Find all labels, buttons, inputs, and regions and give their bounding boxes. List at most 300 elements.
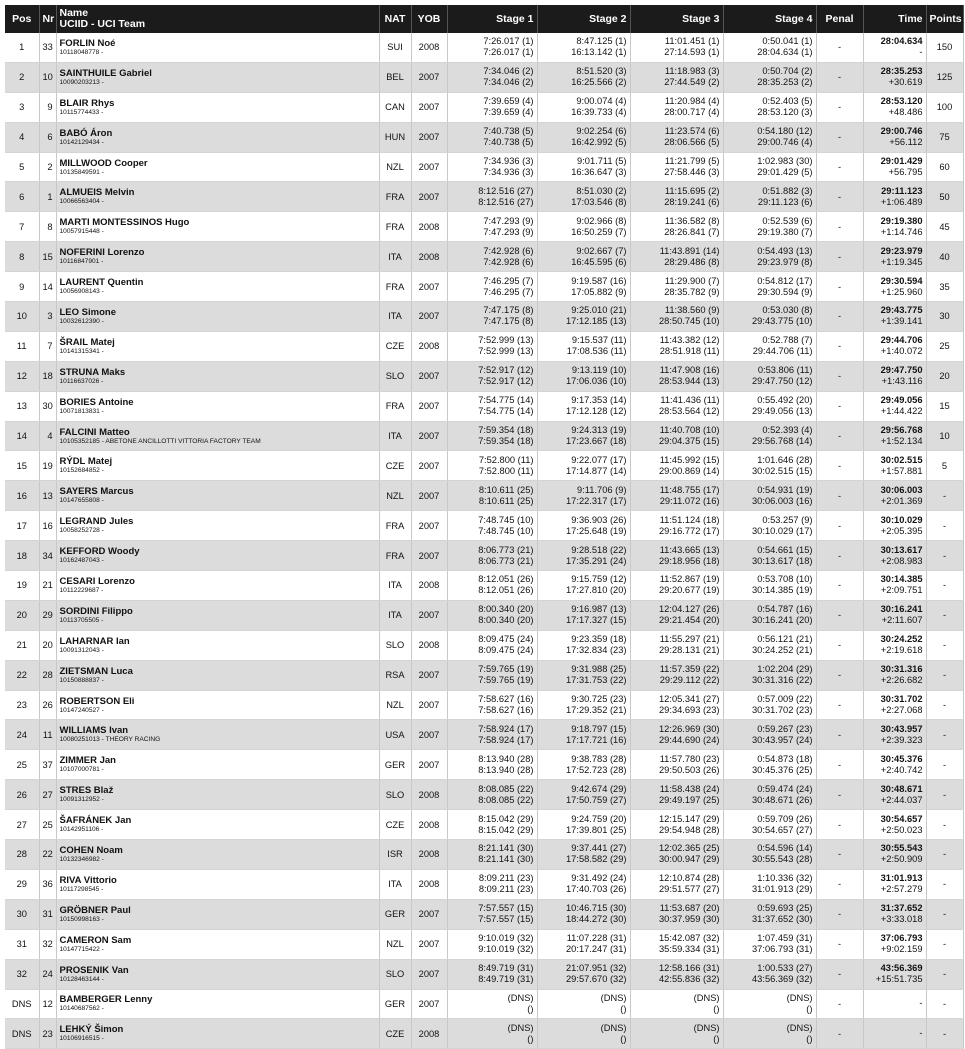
total-time: 30:45.376: [880, 753, 923, 764]
stage3-cell: [630, 959, 723, 989]
pos-cell: 23: [5, 690, 39, 720]
stage3-cell: [630, 989, 723, 1019]
rider-name: LEGRAND Jules: [59, 516, 134, 528]
stage2-time: 11:07.228 (31): [566, 933, 627, 944]
nr-cell: 28: [39, 660, 56, 690]
time-cell: [863, 780, 926, 810]
stage3-cumulative: 29:28.131 (21): [659, 645, 720, 656]
penal-cell: -: [816, 690, 863, 720]
stage4-cell: [723, 272, 816, 302]
yob-cell: 2007: [411, 899, 447, 929]
rider-cell: [56, 481, 379, 511]
stage1-cumulative: 7:52.800 (11): [478, 465, 534, 476]
stage3-time: 12:10.874 (28): [659, 873, 720, 884]
stage2-time: 9:15.537 (11): [571, 335, 627, 346]
table-row: [5, 541, 963, 571]
stage3-cumulative: 29:11.072 (16): [659, 495, 720, 506]
yob-cell: 2007: [411, 391, 447, 421]
rider-name: KEFFORD Woody: [59, 546, 140, 558]
stage4-cumulative: 28:35.253 (2): [757, 77, 813, 88]
stage3-time: 11:01.451 (1): [664, 36, 720, 47]
stage4-cumulative: 43:56.369 (32): [752, 974, 813, 985]
stage4-cumulative: 30:13.617 (18): [752, 555, 813, 566]
stage1-cell: [447, 451, 537, 481]
total-time: 30:10.029: [880, 514, 923, 525]
rider-cell: [56, 242, 379, 272]
time-cell: [863, 869, 926, 899]
time-cell: [863, 541, 926, 571]
time-cell: [863, 511, 926, 541]
stage3-cumulative: 29:29.112 (22): [659, 675, 720, 686]
stage4-time: 0:52.788 (7): [762, 335, 813, 346]
stage1-cell: [447, 660, 537, 690]
stage3-cell: [630, 541, 723, 571]
rider-uciid: 10152684852 -: [59, 467, 104, 475]
stage1-cumulative: 8:12.516 (27): [478, 196, 534, 207]
stage3-cumulative: 29:50.503 (26): [659, 764, 720, 775]
stage4-cell: [723, 33, 816, 62]
time-cell: [863, 989, 926, 1019]
stage2-time: 8:47.125 (1): [576, 36, 627, 47]
stage2-cell: [537, 272, 630, 302]
stage2-time: (DNS): [600, 992, 627, 1003]
stage3-cumulative: 28:26.841 (7): [664, 226, 720, 237]
stage3-time: 12:02.365 (25): [659, 843, 720, 854]
penal-cell: -: [816, 62, 863, 92]
stage3-time: 11:40.708 (10): [659, 425, 720, 436]
nat-cell: ITA: [379, 869, 411, 899]
stage2-cell: [537, 182, 630, 212]
time-gap: +2:44.037: [880, 794, 923, 805]
points-cell: -: [926, 630, 963, 660]
rider-cell: [56, 541, 379, 571]
points-cell: 15: [926, 391, 963, 421]
rider-uciid: 10115774433 -: [59, 108, 104, 116]
time-gap: +2:50.023: [880, 824, 923, 835]
stage2-time: 9:36.903 (26): [571, 514, 627, 525]
stage2-cell: [537, 541, 630, 571]
stage1-cell: [447, 720, 537, 750]
stage2-time: 9:23.359 (18): [571, 634, 627, 645]
stage1-cell: [447, 899, 537, 929]
total-time: 30:14.385: [880, 574, 923, 585]
points-cell: 30: [926, 302, 963, 332]
stage2-cell: [537, 481, 630, 511]
stage1-cumulative: 7:26.017 (1): [483, 47, 534, 58]
stage1-cumulative: 7:54.775 (14): [478, 406, 534, 417]
rider-cell: [56, 959, 379, 989]
nr-cell: 12: [39, 989, 56, 1019]
total-time: 29:01.429: [880, 156, 923, 166]
rider-uciid: 10106916515 -: [59, 1035, 104, 1043]
yob-cell: 2007: [411, 720, 447, 750]
time-cell: [863, 152, 926, 182]
points-cell: -: [926, 720, 963, 750]
stage3-cell: [630, 810, 723, 840]
stage2-time: (DNS): [600, 1022, 627, 1033]
stage4-time: 0:50.041 (1): [762, 36, 813, 47]
yob-cell: 2008: [411, 780, 447, 810]
penal-cell: -: [816, 182, 863, 212]
nr-cell: 1: [39, 182, 56, 212]
stage2-cumulative: 17:12.128 (12): [566, 406, 627, 417]
points-cell: 40: [926, 242, 963, 272]
nr-cell: 26: [39, 690, 56, 720]
nr-cell: 34: [39, 541, 56, 571]
stage4-cumulative: 29:00.746 (4): [757, 137, 813, 148]
rider-name: SAYERS Marcus: [59, 486, 134, 498]
time-gap: +15:51.735: [875, 974, 923, 985]
stage4-cell: [723, 511, 816, 541]
stage4-cumulative: (): [806, 1003, 813, 1014]
time-gap: +2:26.682: [880, 675, 923, 686]
stage1-cumulative: (): [527, 1003, 534, 1014]
points-cell: 125: [926, 62, 963, 92]
pos-cell: 28: [5, 840, 39, 870]
time-gap: +2:40.742: [880, 764, 923, 775]
stage1-time: 7:58.924 (17): [478, 723, 534, 734]
stage3-time: 12:05.341 (27): [659, 694, 720, 705]
stage1-time: 8:49.719 (31): [478, 963, 534, 974]
stage1-cell: [447, 840, 537, 870]
stage2-time: 9:38.783 (28): [571, 753, 627, 764]
time-gap: +2:50.909: [880, 854, 923, 865]
stage1-time: 8:06.773 (21): [478, 544, 534, 555]
rider-uciid: 10107000781 -: [59, 766, 104, 774]
points-cell: 50: [926, 182, 963, 212]
total-time: 30:54.657: [880, 813, 923, 824]
time-cell: [863, 929, 926, 959]
time-gap: +2:01.369: [880, 495, 923, 506]
points-cell: 45: [926, 212, 963, 242]
stage1-cumulative: 7:59.354 (18): [478, 436, 534, 447]
penal-cell: -: [816, 361, 863, 391]
nr-cell: 30: [39, 391, 56, 421]
stage1-cumulative: 8:00.340 (20): [478, 615, 534, 626]
stage1-cumulative: 7:46.295 (7): [483, 286, 534, 297]
nr-cell: 7: [39, 331, 56, 361]
time-cell: [863, 421, 926, 451]
stage2-cell: [537, 1019, 630, 1049]
stage2-time: 9:11.706 (9): [577, 484, 627, 495]
table-row: [5, 391, 963, 421]
pos-cell: 2: [5, 62, 39, 92]
rider-name: ŠRAIL Matej: [59, 336, 115, 348]
time-cell: [863, 630, 926, 660]
stage2-cumulative: 17:29.352 (21): [566, 705, 627, 716]
stage2-cell: [537, 92, 630, 122]
stage1-time: 8:00.340 (20): [478, 604, 534, 615]
stage1-cumulative: 7:34.046 (2): [483, 77, 534, 88]
stage2-time: 9:02.667 (7): [576, 245, 627, 256]
pos-cell: 15: [5, 451, 39, 481]
total-time: 29:49.056: [880, 395, 923, 406]
stage2-cell: [537, 899, 630, 929]
pos-cell: 11: [5, 331, 39, 361]
table-row: [5, 451, 963, 481]
stage2-cumulative: 16:25.566 (2): [571, 77, 627, 88]
stage4-cell: [723, 481, 816, 511]
stage1-cumulative: 8:09.475 (24): [478, 645, 534, 656]
stage1-cell: [447, 929, 537, 959]
stage4-time: 1:01.646 (28): [757, 454, 813, 465]
penal-cell: -: [816, 780, 863, 810]
yob-cell: 2007: [411, 511, 447, 541]
time-gap: +2:39.323: [880, 734, 923, 745]
rider-cell: [56, 660, 379, 690]
time-gap: +2:19.618: [880, 645, 923, 656]
rider-name: CAMERON Sam: [59, 934, 132, 946]
stage1-cumulative: 8:08.085 (22): [478, 794, 534, 805]
penal-cell: -: [816, 600, 863, 630]
nat-cell: CZE: [379, 810, 411, 840]
rider-uciid: 10147655808 -: [59, 497, 104, 505]
table-row: [5, 92, 963, 122]
stage1-time: 7:59.354 (18): [478, 425, 534, 436]
stage1-cell: [447, 152, 537, 182]
stage3-cell: [630, 33, 723, 62]
stage3-cell: [630, 660, 723, 690]
yob-cell: 2007: [411, 302, 447, 332]
time-gap: +2:57.279: [880, 884, 923, 895]
pos-cell: DNS: [5, 989, 39, 1019]
stage2-cumulative: 17:08.536 (11): [566, 346, 627, 357]
stage2-time: 9:02.254 (6): [576, 126, 627, 137]
rider-cell: [56, 840, 379, 870]
stage3-time: 11:21.799 (5): [664, 156, 720, 166]
nr-cell: 37: [39, 750, 56, 780]
pos-cell: 4: [5, 122, 39, 152]
rider-uciid: 10057915448 -: [59, 228, 104, 236]
stage1-cumulative: 7:58.627 (16): [478, 705, 534, 716]
rider-name: ŠAFRÁNEK Jan: [59, 815, 132, 827]
time-gap: -: [919, 47, 923, 58]
nr-cell: 11: [39, 720, 56, 750]
stage1-cell: [447, 750, 537, 780]
stage1-cumulative: 8:06.773 (21): [478, 555, 534, 566]
stage2-cell: [537, 929, 630, 959]
nr-cell: 32: [39, 929, 56, 959]
rider-cell: [56, 122, 379, 152]
penal-cell: -: [816, 511, 863, 541]
stage2-time: 9:24.313 (19): [571, 425, 627, 436]
stage1-cell: [447, 242, 537, 272]
stage2-time: 9:00.074 (4): [576, 96, 627, 107]
stage4-time: 0:59.709 (26): [757, 813, 813, 824]
stage3-time: 11:41.436 (11): [660, 395, 720, 406]
rider-uciid: 10058252728 -: [59, 527, 104, 535]
nat-cell: NZL: [379, 929, 411, 959]
stage4-time: (DNS): [786, 1022, 813, 1033]
stage4-cumulative: 30:02.515 (15): [752, 465, 813, 476]
time-gap: -: [919, 998, 923, 1009]
nr-cell: 2: [39, 152, 56, 182]
rider-uciid: 10135849591 -: [59, 168, 104, 176]
penal-cell: -: [816, 899, 863, 929]
stage1-cumulative: 7:34.936 (3): [483, 167, 534, 177]
rider-name: STRES Blaž: [59, 785, 114, 797]
stage3-time: 15:42.087 (32): [659, 933, 720, 944]
nat-cell: SUI: [379, 33, 411, 62]
stage2-time: 9:31.492 (24): [571, 873, 627, 884]
stage4-cumulative: 30:31.702 (23): [752, 705, 813, 716]
nr-cell: 3: [39, 302, 56, 332]
rider-uciid: 10142129434 -: [59, 138, 104, 146]
yob-cell: 2007: [411, 182, 447, 212]
stage3-cumulative: 42:55.836 (32): [659, 974, 720, 985]
pos-cell: 29: [5, 869, 39, 899]
time-gap: +2:27.068: [880, 705, 923, 716]
yob-cell: 2007: [411, 451, 447, 481]
nr-cell: 15: [39, 242, 56, 272]
penal-cell: -: [816, 481, 863, 511]
table-row: [5, 302, 963, 332]
nat-cell: CZE: [379, 451, 411, 481]
time-gap: +2:05.395: [880, 525, 923, 536]
time-gap: +1:40.072: [880, 346, 923, 357]
table-row: [5, 600, 963, 630]
total-time: 30:31.702: [880, 694, 923, 705]
time-gap: +56.112: [889, 137, 923, 148]
stage4-cumulative: (): [806, 1033, 813, 1044]
time-cell: [863, 361, 926, 391]
stage4-cumulative: 31:37.652 (30): [752, 914, 813, 925]
total-time: 29:19.380: [880, 215, 923, 226]
stage3-time: 11:43.891 (14): [659, 245, 720, 256]
stage1-cumulative: 7:42.928 (6): [483, 256, 534, 267]
nat-cell: NZL: [379, 481, 411, 511]
rider-name: NOFERINI Lorenzo: [59, 247, 145, 259]
rider-cell: [56, 212, 379, 242]
yob-cell: 2007: [411, 989, 447, 1019]
table-row: [5, 959, 963, 989]
col-penal: Penal: [816, 5, 863, 33]
time-cell: [863, 481, 926, 511]
stage4-cumulative: 28:04.634 (1): [757, 47, 813, 58]
table-row: [5, 929, 963, 959]
stage2-cell: [537, 62, 630, 92]
rider-uciid: 10141315341 -: [59, 347, 104, 355]
pos-cell: 7: [5, 212, 39, 242]
stage1-cell: [447, 571, 537, 601]
points-cell: -: [926, 869, 963, 899]
time-gap: +1:44.422: [880, 406, 923, 417]
stage2-time: 9:02.966 (8): [576, 215, 627, 226]
rider-cell: [56, 451, 379, 481]
rider-name: BAMBERGER Lenny: [59, 994, 153, 1006]
stage2-cell: [537, 331, 630, 361]
rider-name: LEO Simone: [59, 306, 116, 318]
col-stage4: Stage 4: [723, 5, 816, 33]
rider-uciid: 10116847901 -: [59, 258, 104, 266]
stage1-cell: [447, 361, 537, 391]
stage3-cell: [630, 212, 723, 242]
stage3-time: 11:15.695 (2): [664, 185, 720, 196]
total-time: 30:24.252: [880, 634, 923, 645]
stage2-cumulative: 17:03.546 (8): [571, 196, 627, 207]
stage4-cell: [723, 690, 816, 720]
rider-name: RIVA Vittorio: [59, 874, 117, 886]
col-time: Time: [863, 5, 926, 33]
rider-name: ZIETSMAN Luca: [59, 665, 133, 677]
stage3-cell: [630, 511, 723, 541]
rider-cell: [56, 331, 379, 361]
rider-uciid: 10142951106 -: [59, 826, 104, 834]
nat-cell: ITA: [379, 600, 411, 630]
nat-cell: CAN: [379, 92, 411, 122]
time-cell: [863, 720, 926, 750]
stage2-cell: [537, 122, 630, 152]
rider-uciid: 10140687562 -: [59, 1005, 104, 1013]
rider-uciid: 10112229687 -: [59, 586, 104, 594]
stage4-cumulative: 29:47.750 (12): [752, 376, 813, 387]
stage2-cumulative: 17:17.327 (15): [566, 615, 627, 626]
col-yob: YOB: [411, 5, 447, 33]
points-cell: -: [926, 929, 963, 959]
time-cell: [863, 959, 926, 989]
time-cell: [863, 62, 926, 92]
total-time: 29:44.706: [880, 335, 923, 346]
table-row: [5, 182, 963, 212]
stage4-time: 0:59.474 (24): [757, 783, 813, 794]
table-row: [5, 690, 963, 720]
stage2-time: 21:07.951 (32): [566, 963, 627, 974]
rider-cell: [56, 869, 379, 899]
penal-cell: -: [816, 989, 863, 1019]
rider-cell: [56, 182, 379, 212]
stage3-time: 11:43.382 (12): [659, 335, 720, 346]
table-row: [5, 511, 963, 541]
pos-cell: 13: [5, 391, 39, 421]
stage2-cumulative: 17:32.834 (23): [566, 645, 627, 656]
rider-cell: [56, 750, 379, 780]
time-cell: [863, 302, 926, 332]
nat-cell: SLO: [379, 361, 411, 391]
penal-cell: -: [816, 571, 863, 601]
rider-name: FORLIN Noé: [59, 37, 116, 49]
stage1-cell: [447, 989, 537, 1019]
stage4-cell: [723, 780, 816, 810]
pos-cell: DNS: [5, 1019, 39, 1049]
stage4-cumulative: 29:30.594 (9): [757, 286, 813, 297]
stage1-time: 7:58.627 (16): [478, 694, 534, 705]
stage1-cumulative: 9:10.019 (32): [478, 944, 534, 955]
nat-cell: CZE: [379, 331, 411, 361]
time-cell: [863, 750, 926, 780]
stage4-cumulative: 29:43.775 (10): [752, 316, 813, 327]
pos-cell: 26: [5, 780, 39, 810]
stage4-cumulative: 29:11.123 (6): [757, 196, 813, 207]
stage4-cell: [723, 571, 816, 601]
stage1-time: 7:57.557 (15): [478, 903, 534, 914]
table-row: [5, 989, 963, 1019]
yob-cell: 2007: [411, 421, 447, 451]
yob-cell: 2008: [411, 1019, 447, 1049]
stage3-cell: [630, 750, 723, 780]
stage4-cumulative: 30:43.957 (24): [752, 734, 813, 745]
nat-cell: SLO: [379, 780, 411, 810]
penal-cell: -: [816, 302, 863, 332]
stage2-time: 9:31.988 (25): [571, 664, 627, 675]
rider-cell: [56, 1019, 379, 1049]
stage1-cumulative: 7:52.999 (13): [478, 346, 534, 357]
stage3-cell: [630, 302, 723, 332]
time-gap: +9:02.159: [880, 944, 923, 955]
stage2-cell: [537, 212, 630, 242]
rider-cell: [56, 780, 379, 810]
stage2-cumulative: 17:27.810 (20): [566, 585, 627, 596]
rider-cell: [56, 62, 379, 92]
